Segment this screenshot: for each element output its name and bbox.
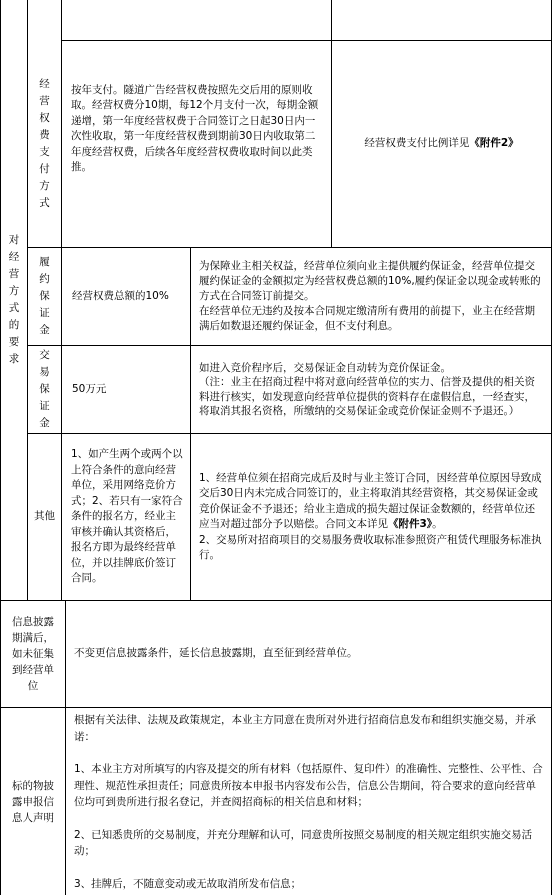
payment-method-label: 经营权费支付方式 [39, 78, 50, 209]
trade-deposit-label: 交易保证金 [39, 349, 50, 429]
performance-bond-content: 为保障业主相关权益，经营单位须向业主提供履约保证金，经营单位提交履约保证金的金额拟定为经营权费总额的10%,履约保证金以现金或转账的方式在合同签订前提交。 在经营单位无违约及按本合同规定缴清所有费用的前提下，业主在经营期满后如数退还履约保证金，但不支付利息。 [199, 260, 541, 332]
performance-bond-label: 履约保证金 [39, 256, 50, 336]
other-contract-terms: 1、经营单位须在招商完成后及时与业主签订合同，因经营单位原因导致成交后30日内未完成合同签订的，业主将取消其经营资格，其交易保证金或竞价保证金不予退还；给业主造成的损失超过保证金数额的，经营单位还应当对超过部分予以赔偿。合同文本详见《附件3》。 2、交易所对招商项目的交易服务费收取标准参照资产租赁代理服务标准执行。 [199, 471, 542, 561]
statement-label: 标的物披露申报信息人声明 [12, 779, 54, 824]
payment-ratio-note [332, 41, 551, 247]
trade-deposit-amount: 50万元 [72, 382, 107, 395]
disclosure-label: 信息披露期满后，如未征集到经营单位 [12, 616, 54, 692]
disclosure-content: 不变更信息披露条件，延长信息披露期，直至征到经营单位。 [74, 647, 358, 660]
attachment-3-link[interactable]: 《附件3》 [388, 518, 433, 530]
other-bidding-rules: 1、如产生两个或两个以上符合条件的意向经营单位，采用网络竞价方式；2、若只有一家符合条件的报名方，经业主审核并确认其资格后，报名方即为最终经营单位，并以挂牌底价签订合同。 [71, 448, 183, 585]
payment-ratio-text: 经营权费支付比例详见 [364, 137, 470, 150]
performance-bond-amount: 经营权费总额的10% [72, 289, 169, 302]
trade-deposit-content: 如进入竞价程序后，交易保证金自动转为竞价保证金。 （注：业主在招商过程中将对意向经营单位的实力、信誉及提供的相关资料进行核实，如发现意向经营单位提供的资料存在虚假信息，一经查实，将取消其报名资格，所缴纳的交易保证金或竞价保证金则不予退还。） [199, 361, 535, 417]
other-label: 其他 [34, 510, 55, 523]
attachment-2-link[interactable]: 《附件2》 [469, 137, 519, 150]
statement-content: 根据有关法律、法规及政策规定，本业主方同意在贵所对外进行招商信息发布和组织实施交易，并承诺： 1、本业主方对所填写的内容及提交的所有材料（包括原件、复印件）的准确性、完整性、公平性、合理性、规范性承担责任；同意贵所按本申报书内容发布公告，信息公告期间，符合要求的意向经营单位均可到贵所进行报名登记，并查阅招商标的相关信息和材料； 2、已知悉贵所的交易制度，并充分理解和认可，同意贵所按照交易制度的相关规定组织实施交易活动； 3、挂牌后，不随意变动或无故取消所发布信息； [74, 714, 543, 890]
payment-method-content: 按年支付。隧道广告经营权费按照先交后用的原则收取。经营权费分10期，每12个月支付一次，每期金额递增，第一年度经营权费于合同签订之日起30日内一次性收取，第一年度经营权费到期前30日内收取第二年度经营权费，后续各年度经营权费收取时间以此类推。 [71, 83, 319, 173]
requirements-section-label: 对经营方式的要求 [8, 234, 20, 365]
